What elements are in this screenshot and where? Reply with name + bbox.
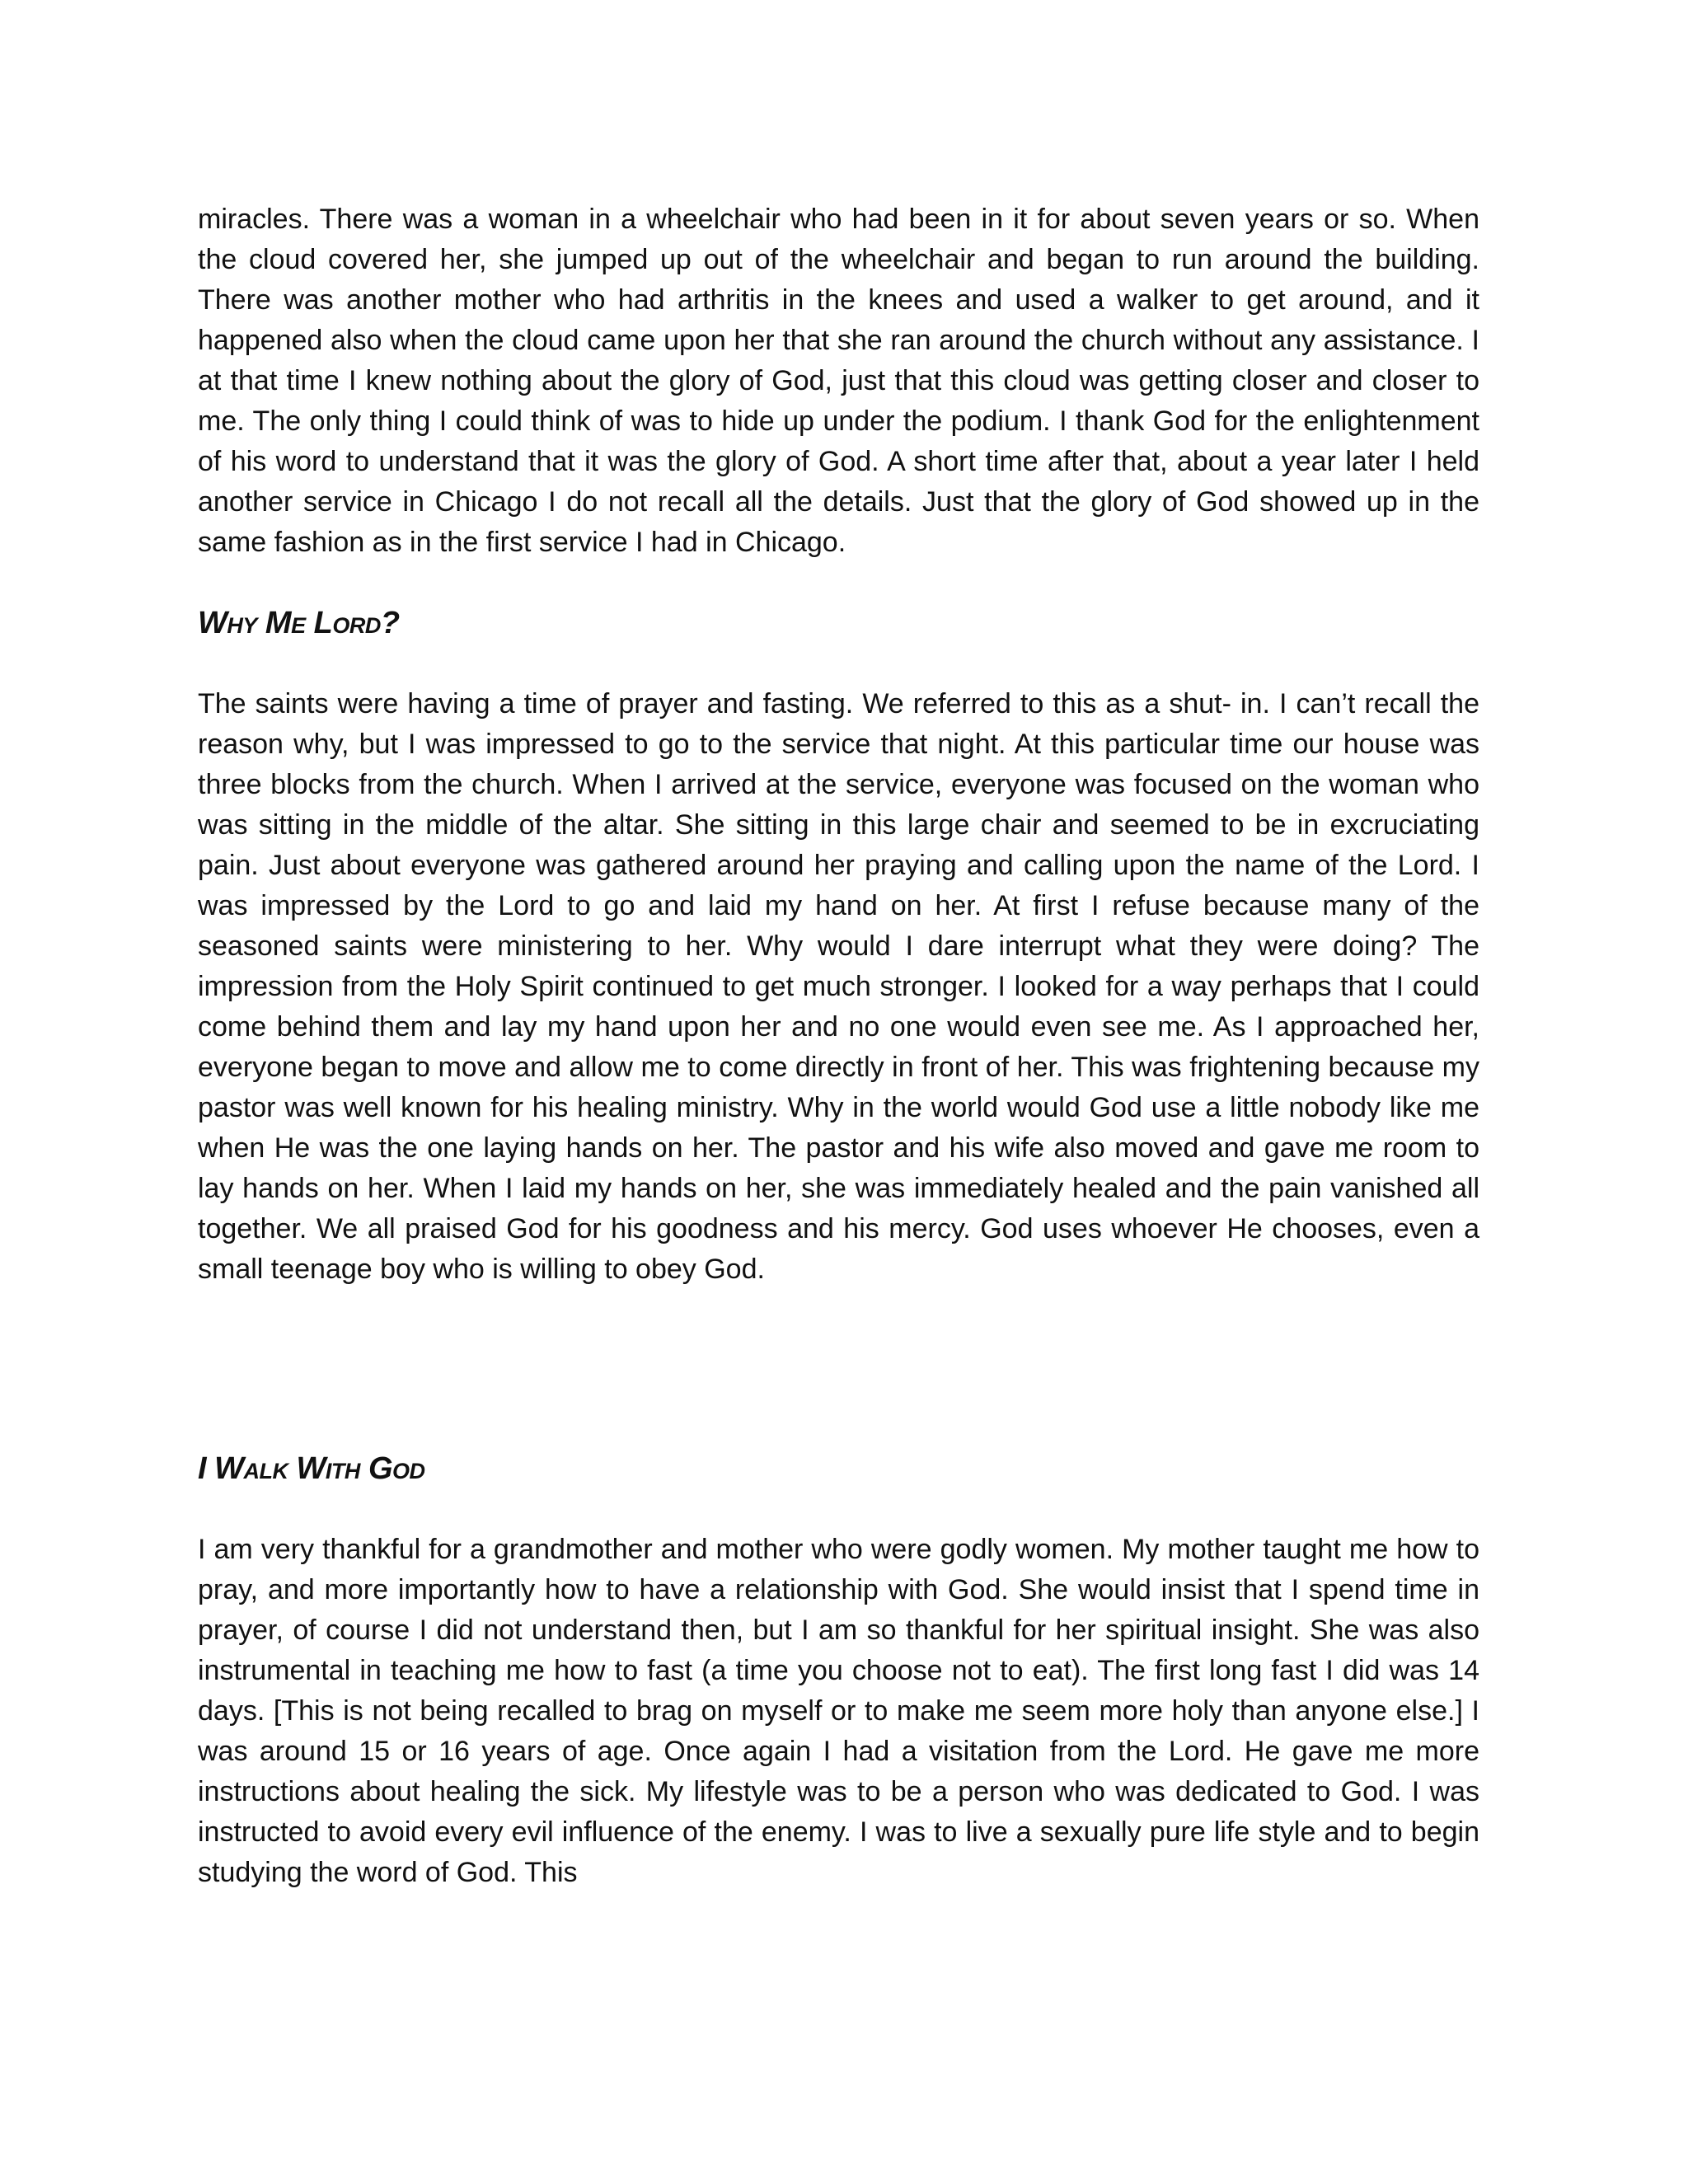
page-body <box>198 199 1479 1893</box>
intro-paragraph: miracles. There was a woman in a wheelchair who had been in it for about seven years or so. When the cloud covered her, she jumped up out of the wheelchair and began to run around the building. There was another mother who had arthritis in the knees and used a walker to get around, and it happened also when the cloud came upon her that she ran around the church without any assistance. I at that time I knew nothing about the glory of God, just that this cloud was getting closer and closer to me. The only thing I could think of was to hide up under the podium. I thank God for the enlightenment of his word to understand that it was the glory of God. A short time after that, about a year later I held another service in Chicago I do not recall all the details. Just that the glory of God showed up in the same fashion as in the first service I had in Chicago. <box>198 204 1479 558</box>
section-paragraph-why-me-lord: The saints were having a time of prayer and fasting. We referred to this as a shut- in. I can’t recall the reason why, but I was impressed to go to the service that night. At this particular time our house was three blocks from the church. When I arrived at the service, everyone was focused on the woman who was sitting in the middle of the altar. She sitting in this large chair and seemed to be in excruciating pain. Just about everyone was gathered around her praying and calling upon the name of the Lord. I was impressed by the Lord to go and laid my hand on her. At first I refuse because many of the seasoned saints were ministering to her. Why would I dare interrupt what they were doing? The impression from the Holy Spirit continued to get much stronger. I looked for a way perhaps that I could come behind them and lay my hand upon her and no one would even see me. As I approached her, everyone began to move and allow me to come directly in front of her. This was frightening because my pastor was well known for his healing ministry. Why in the world would God use a little nobody like me when He was the one laying hands on her. The pastor and his wife also moved and gave me room to lay hands on her. When I laid my hands on her, she was immediately healed and the pain vanished all together. We all praised God for his goodness and his mercy. God uses whoever He chooses, even a small teenage boy who is willing to obey God. <box>198 688 1479 1285</box>
section-heading-why-me-lord: Why Me Lord? <box>198 606 400 640</box>
section-heading-i-walk-with-god: I Walk With God <box>198 1451 425 1486</box>
section-paragraph-i-walk-with-god: I am very thankful for a grandmother and mother who were godly women. My mother taught me how to pray, and more importantly how to have a relationship with God. She would insist that I spend time in prayer, of course I did not understand then, but I am so thankful for her spiritual insight. She was also instrumental in teaching me how to fast (a time you choose not to eat). The first long fast I did was 14 days. [This is not being recalled to brag on myself or to make me seem more holy than anyone else.] I was around 15 or 16 years of age. Once again I had a visitation from the Lord. He gave me more instructions about healing the sick. My lifestyle was to be a person who was dedicated to God. I was instructed to avoid every evil influence of the enemy. I was to live a sexually pure life style and to begin studying the word of God. This <box>198 1534 1479 1888</box>
